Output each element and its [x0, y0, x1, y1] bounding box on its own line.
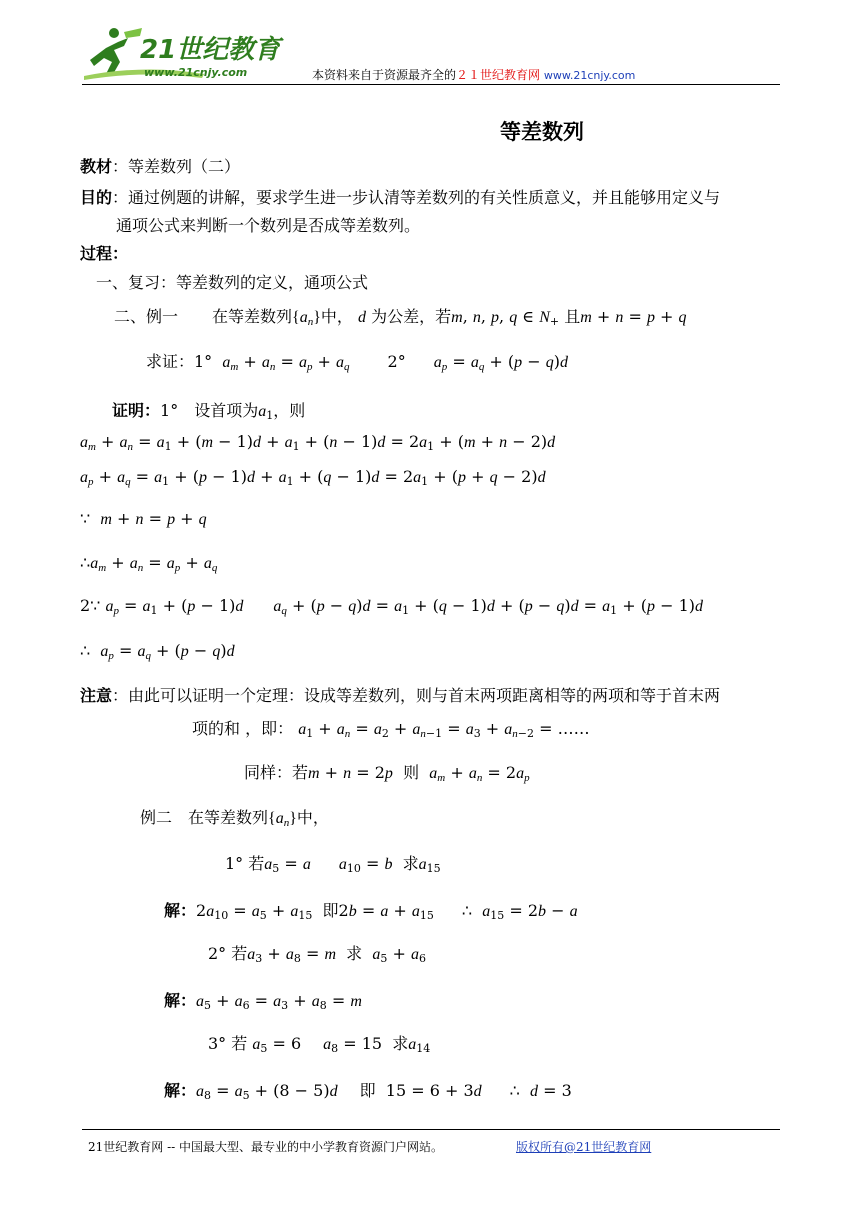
- note-line-1: [80, 683, 720, 706]
- aim-text-2: 通项公式来判断一个数列是否成等差数列。: [116, 216, 421, 235]
- note-label: 注意: [80, 686, 113, 705]
- page-title: 等差数列: [500, 120, 584, 144]
- source-site-link[interactable]: ２１世纪教育网: [456, 68, 541, 82]
- solution-1: 解：$2a_{10} = a_5 + a_{15}$ 即$2b = a + a_{15}$ ∴ $a_{15} = 2b - a$: [164, 901, 578, 922]
- equation-2: $a_p + a_q = a_1 + (p - 1)d + a_1 + (q - 1)d = 2a_1 + (p + q - 2)d$: [80, 467, 546, 488]
- note-line-3: 同样：若m + n = 2p 则 $a_m + a_n = 2a_p$: [244, 763, 530, 784]
- note-text-1: ：由此可以证明一个定理：设成等差数列，则与首末两项距离相等的两项和等于首末两: [112, 686, 721, 705]
- site-logo: [84, 24, 284, 82]
- footer-divider: [82, 1129, 780, 1130]
- equation-5: 2∵ $a_p = a_1 + (p - 1)d$ $a_q + (p - q)d = a_1 + (q - 1)d + (p - q)d = a_1 + (p - 1)d$: [80, 596, 703, 617]
- question-3: 3° 若 $a_5 = 6$ $a_8 = 15$ 求$a_{14}$: [208, 1034, 431, 1055]
- solution-label: 解：: [164, 901, 197, 920]
- logo-url: www.21cnjy.com: [144, 66, 248, 79]
- proof-line: 证明：1° 设首项为$a_1$，则: [112, 401, 306, 422]
- solution-3: 解：$a_8 = a_5 + (8 - 5)d$ 即 15 = 6 + 3d ∴ d = 3: [164, 1081, 572, 1102]
- review-line: 一、复习：等差数列的定义，通项公式: [96, 273, 369, 292]
- example-2-line: 例二 在等差数列$\{a_n\}$中，: [140, 808, 329, 829]
- aim-line-1: [80, 185, 720, 208]
- footer-copyright-link[interactable]: 版权所有@21世纪教育网: [516, 1140, 652, 1154]
- equation-1: $a_m + a_n = a_1 + (m - 1)d + a_1 + (n - 1)d = 2a_1 + (m + n - 2)d$: [80, 432, 556, 453]
- aim-text-1: ：通过例题的讲解，要求学生进一步认清等差数列的有关性质意义，并且能够用定义与: [112, 188, 721, 207]
- header-source: [312, 66, 635, 83]
- example-1-label: 二、例一: [114, 307, 179, 326]
- header-divider: [82, 84, 780, 85]
- source-prefix: 本资料来自于资源最齐全的: [312, 68, 457, 82]
- example-1-line: 二、例一 在等差数列$\{a_n\}$中， d 为公差，若m, n, p, q ∈ $N_+$ 且m + n = p + q: [114, 307, 687, 328]
- textbook-label: 教材: [80, 157, 113, 176]
- question-2: 2° 若$a_3 + a_8 = m$ 求 $a_5 + a_6$: [208, 944, 426, 965]
- source-url-link[interactable]: www.21cnjy.com: [543, 69, 636, 82]
- equation-3: ∵ m + n = p + q: [80, 509, 207, 528]
- process-label: 过程: [80, 244, 113, 263]
- solution-label: 解：: [164, 1081, 197, 1100]
- solution-2: 解：$a_5 + a_6 = a_3 + a_8 = m$: [164, 991, 362, 1012]
- example-2-label: 例二 在等差数列: [140, 808, 269, 827]
- logo-text: 21世纪教育: [140, 35, 281, 65]
- solution-label: 解：: [164, 991, 197, 1010]
- prove-label: 求证：1°: [146, 352, 213, 371]
- prove-line: 求证：1° $a_m + a_n = a_p + a_q$ 2° $a_p = a_q + (p - q)d$: [146, 352, 568, 373]
- aim-label: 目的: [80, 188, 113, 207]
- textbook-line: [80, 154, 240, 177]
- textbook-value: ：等差数列（二）: [112, 157, 241, 176]
- process-line: 过程：: [80, 244, 129, 263]
- equation-4: $\therefore a_m + a_n = a_p + a_q$: [80, 553, 218, 574]
- proof-label: 证明：: [112, 401, 161, 420]
- footer-left-text: 21世纪教育网 -- 中国最大型、最专业的中小学教育资源门户网站。: [88, 1140, 444, 1154]
- question-1: 1° 若$a_5 = a$ $a_{10} = b$ 求$a_{15}$: [225, 854, 441, 875]
- note-line-2: 项的和 ，即： $a_1 + a_n = a_2 + a_{n-1} = a_3 + a_{n-2}$ = ……: [192, 719, 590, 740]
- equation-6: ∴ $a_p = a_q + (p - q)d$: [80, 641, 235, 662]
